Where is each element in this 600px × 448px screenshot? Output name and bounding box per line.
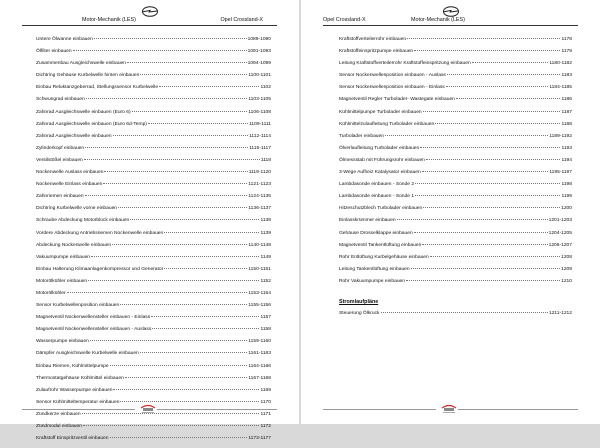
toc-entry-title: Thermostatgehäuse Kühlmittel einbauen (36, 375, 124, 381)
toc-leader-dots (151, 314, 259, 317)
toc-entry-page: 1189-1192 (549, 133, 572, 139)
toc-entry-page: 1124-1135 (248, 194, 271, 200)
toc-entry-title: Dichtring Kurbelwelle vorne einbauen (36, 206, 118, 212)
toc-entry-title: Einlasskrümmer einbauen (339, 218, 396, 224)
toc-entry-title: Kühlmittelzulaufleitung Turbolader einbauen (339, 121, 435, 127)
toc-entry-title: Ölfilter einbauen (36, 49, 72, 55)
toc-entry-title: Kraftstoffverteilerrohr einbauen (339, 37, 407, 42)
header-left-title: Motor-Mechanik (LES) (82, 17, 136, 23)
toc-leader-dots (85, 193, 248, 196)
toc-entry-title: Zahnrad Ausgleichswelle einbauen (Euro 6d-Temp) (36, 121, 147, 127)
toc-entry-title: Kraftstoff Einspritzventil einbauen (36, 436, 109, 442)
toc-entry-title: Gehäuse Drosselklappe einbauen (339, 230, 413, 236)
toc-entry-page: 1193 (561, 145, 572, 151)
opel-blitz-icon (141, 6, 159, 17)
toc-entry-page: 1183 (561, 73, 572, 79)
toc-entry-page: 1152 (260, 278, 271, 284)
toc-entry-page: 1161-1163 (248, 351, 271, 357)
toc-leader-dots (140, 72, 247, 75)
toc-entry-page: 1115-1117 (249, 145, 271, 151)
toc-entry-page: 1187 (561, 109, 572, 115)
toc-leader-dots (420, 145, 560, 148)
toc-entry-title: Ventilstößel einbauen (36, 157, 83, 163)
toc-leader-dots (90, 338, 247, 341)
toc-entry-page: 1089-1090 (247, 37, 271, 42)
toc-entry-page: 1136-1137 (248, 206, 271, 212)
toc-leader-dots (67, 290, 248, 293)
toc-entry-title: Zylinderkopf einbauen (36, 145, 85, 151)
header-right-title: Motor-Mechanik (LES) (411, 17, 465, 23)
toc-entry-page: 1106-1108 (248, 109, 271, 115)
toc-entry-title: Dämpfer Ausgleichswelle Kurbelwelle einbauen (36, 351, 139, 357)
toc-entry-page: 1198 (561, 182, 572, 188)
toc-entry-title: Steuerung Ölkruck (339, 311, 380, 317)
toc-entry-title: Magnetventil Nockenwellensteller einbauen - Einlass (36, 315, 151, 321)
toc-leader-dots (472, 60, 549, 63)
publisher-logo-icon (439, 402, 459, 416)
toc-leader-dots (415, 181, 560, 184)
toc-leader-dots (127, 60, 247, 63)
toc-entry-title: Magnetventil Regler Turbolader- Wastegate einbauen (339, 97, 455, 103)
left-page-footer (0, 399, 299, 418)
toc-leader-dots (447, 72, 561, 75)
toc-entry-title: Vordere Abdeckung Antriebsriemen Nockenwelle einbauen (36, 230, 164, 236)
right-page-header (323, 4, 578, 26)
toc-entry-title: Nockenwelle Einlass einbauen (36, 182, 103, 188)
toc-leader-dots (422, 242, 547, 245)
toc-entry-page: 1200 (561, 206, 572, 212)
right-page (301, 0, 600, 424)
toc-leader-dots (112, 242, 247, 245)
toc-leader-dots (415, 193, 560, 196)
toc-entry-title: Zündkerze einbauen (36, 411, 81, 417)
toc-leader-dots (435, 121, 560, 124)
toc-leader-dots (130, 217, 259, 220)
toc-entry-title: Lambdasonde einbauen - Sonde 1 (339, 194, 415, 200)
toc-leader-dots (164, 266, 247, 269)
toc-entry-title: Kühlmittelpumpe Turbolader einbauen (339, 109, 422, 115)
toc-leader-dots (456, 96, 561, 99)
toc-entry-page: 1119-1120 (248, 170, 271, 176)
toc-entry-page: 1201-1203 (548, 218, 572, 224)
toc-leader-dots (118, 205, 247, 208)
toc-leader-dots (397, 217, 548, 220)
toc-entry-title: Zusammenbau Ausgleichswelle einbauen (36, 61, 126, 67)
toc-entry-title: Motorölkühler (36, 290, 66, 296)
toc-entry-page: 1138 (260, 218, 271, 224)
toc-entry-title: Rohr Entlüftung Kurbelgehäuse einbauen (339, 254, 429, 260)
toc-entry-title: Kraftstoffeinspritzpumpe einbauen (339, 49, 414, 55)
left-page-header (22, 4, 277, 26)
toc-entry-page: 1159-1160 (248, 339, 271, 345)
toc-entry-page: 1173-1177 (248, 436, 271, 442)
toc-entry-title: Magnetventil Tankentlüftung einbauen (339, 242, 422, 248)
toc-entry-title: Zahnrad Ausgleichswelle einbauen (36, 133, 112, 139)
toc-entry-page: 1199 (561, 194, 572, 200)
toc-leader-dots (84, 157, 260, 160)
toc-leader-dots (86, 96, 248, 99)
toc-entry-title: Dichtring Gehäuse Kurbelwelle hinten einbauen (36, 73, 140, 79)
toc-entry-page: 1167-1168 (248, 375, 271, 381)
toc-entry-title: Untere Ölwanne einbauen (36, 37, 93, 42)
toc-leader-dots (113, 387, 259, 390)
toc-leader-dots (422, 169, 549, 172)
toc-entry[interactable] (36, 436, 271, 448)
toc-entry-page: 1139 (260, 230, 271, 236)
toc-entry-page: 1091-1093 (247, 49, 271, 55)
toc-entry-page: 1112-1114 (249, 133, 271, 139)
toc-entry-page: 1118 (260, 157, 271, 163)
toc-leader-dots (85, 145, 248, 148)
toc-entry-page: 1103-1105 (248, 97, 271, 103)
toc-entry-page: 1140-1148 (248, 242, 271, 248)
toc-entry-title: Zahnriemen einbauen (36, 194, 84, 200)
toc-entry-title: Leitung Kraftstoffverteilerrohr Kraftstoffeinspritzung einbauen (339, 61, 471, 67)
toc-entry-title: Nockenwelle Auslass einbauen (36, 170, 104, 176)
toc-entry-page: 1094-1099 (247, 61, 271, 67)
toc-leader-dots (423, 205, 560, 208)
toc-leader-dots (381, 310, 548, 313)
left-page (0, 0, 299, 442)
toc-entry-page: 1153-1154 (248, 290, 271, 296)
toc-entry-title: Abdeckung Nockenwelle einbauen (36, 242, 112, 248)
toc-entry-page: 1102 (260, 85, 271, 91)
toc-entry-page: 1155-1156 (248, 303, 271, 309)
toc-entry-title: Motorölkühler einbauen (36, 278, 88, 284)
toc-leader-dots (132, 109, 248, 112)
toc-leader-dots (103, 181, 247, 184)
toc-entry-title: Rohr Vakuumpumpe einbauen (339, 278, 405, 284)
toc-leader-dots (148, 121, 248, 124)
toc-leader-dots (110, 363, 248, 366)
toc-entry[interactable] (339, 279, 572, 291)
toc-entry-page: 1204-1205 (548, 230, 572, 236)
toc-entry-page: 1180-1182 (549, 61, 572, 67)
toc-leader-dots (94, 36, 247, 39)
toc-leader-dots (430, 254, 560, 257)
toc-entry-title: Zahnrad Ausgleichswelle einbauen (Euro 6) (36, 109, 131, 115)
toc-leader-dots (104, 169, 247, 172)
toc-entry-page: 1195-1197 (549, 170, 572, 176)
toc-entry-page: 1121-1123 (248, 182, 271, 188)
toc-leader-dots (159, 84, 259, 87)
toc-entry-page: 1150-1151 (248, 266, 271, 272)
section-heading: Stromlaufpläne (339, 298, 379, 305)
toc-leader-dots (140, 350, 248, 353)
header-left-title: Opel Crossland-X (323, 17, 366, 23)
toc-entry-title: Leitung Tankentlüftung einbauen (339, 266, 410, 272)
toc-entry-title: Zündmodul einbauen (36, 424, 82, 429)
toc-entry-page: 1170 (260, 399, 271, 405)
toc-entry-title: Schwungrad einbauen (36, 97, 85, 103)
toc-entry-page: 1169 (260, 387, 271, 393)
toc-entry-title: Einbau Riemen, Kühlmittelpumpe (36, 363, 109, 369)
toc-leader-dots (385, 133, 548, 136)
toc-entry[interactable] (339, 311, 572, 323)
toc-entry-page: 1172 (260, 424, 271, 429)
toc-entry-title: Turbolader einbauen (339, 133, 384, 139)
toc-leader-dots (113, 133, 248, 136)
toc-entry-page: 1211-1212 (548, 311, 572, 317)
toc-entry-title: Sensor Kurbelwellenposition einbauen (36, 303, 120, 309)
right-toc-list (339, 37, 572, 323)
toc-entry-title: Sensor Kühlmitteltemperatur einbauen (36, 399, 120, 405)
toc-entry-page: 1188 (561, 121, 572, 127)
toc-entry-page: 1109-1111 (249, 121, 271, 127)
toc-entry-page: 1164-1166 (248, 363, 271, 369)
header-right-title: Opel Crossland-X (220, 17, 263, 23)
toc-entry-title: Einbau Halterung Klimaanlagenkompressor und Generator (36, 266, 164, 272)
toc-leader-dots (73, 48, 247, 51)
toc-entry-title: Magnetventil Nockenwellensteller einbauen - Auslass (36, 327, 152, 333)
toc-entry-title: Sensor Nockenwellenposition einbauen - Auslass (339, 73, 446, 79)
toc-entry-page: 1208 (561, 254, 572, 260)
toc-leader-dots (88, 278, 259, 281)
toc-entry-page: 1178 (561, 37, 572, 42)
toc-leader-dots (406, 278, 560, 281)
toc-leader-dots (423, 109, 561, 112)
toc-entry-page: 1194 (561, 157, 572, 163)
toc-entry-page: 1206-1207 (548, 242, 572, 248)
toc-leader-dots (83, 423, 260, 426)
toc-entry-title: Vakuumpumpe einbauen (36, 254, 91, 260)
opel-blitz-icon (442, 6, 460, 17)
toc-leader-dots (414, 230, 548, 233)
toc-entry-page: 1149 (260, 254, 271, 260)
toc-entry-title: Einbau Reluktanzgeberrad, Stellungssensor Kurbelwelle (36, 85, 159, 91)
toc-leader-dots (426, 157, 561, 160)
toc-leader-dots (407, 36, 560, 39)
toc-entry-title: Ölverlaufleitung Turbolader einbauen (339, 145, 420, 151)
toc-entry-page: 1100-1101 (248, 73, 271, 79)
toc-entry-title: Zulaufrohr Wasserpumpe einbauen (36, 387, 113, 393)
toc-leader-dots (164, 230, 259, 233)
toc-entry-page: 1186 (561, 97, 572, 103)
toc-entry-title: Sensor Nockenwellenposition einbauen - Einlass (339, 85, 445, 91)
toc-leader-dots (411, 266, 560, 269)
toc-entry-page: 1210 (561, 278, 572, 284)
toc-leader-dots (91, 254, 259, 257)
toc-entry-title: Schraube Abdeckung Motorblock einbauen (36, 218, 130, 224)
toc-entry-page: 1179 (561, 49, 572, 55)
toc-leader-dots (120, 302, 247, 305)
toc-entry-title: Wasserpumpe einbauen (36, 339, 89, 345)
toc-entry-page: 1158 (260, 327, 271, 333)
toc-entry-page: 1184-1185 (549, 85, 572, 91)
toc-entry-page: 1157 (260, 315, 271, 321)
right-page-footer (301, 402, 600, 418)
toc-entry-page: 1171 (260, 411, 271, 417)
left-toc-list (36, 37, 271, 448)
toc-entry-title: Lambdasonde einbauen - Sonde 2 (339, 182, 415, 188)
toc-leader-dots (110, 435, 248, 438)
toc-entry-title: 3-Wege Aufheiz Katalysator einbauen (339, 170, 421, 176)
publisher-logo-icon (138, 402, 158, 416)
toc-entry-page: 1209 (561, 266, 572, 272)
toc-entry-title: Hitzeschutzblech Turbolader einbauen (339, 206, 423, 212)
toc-leader-dots (125, 375, 248, 378)
toc-leader-dots (446, 84, 549, 87)
toc-leader-dots (152, 326, 259, 329)
toc-leader-dots (414, 48, 560, 51)
toc-entry-title: Ölmessstab mit Führungsrohr einbauen (339, 157, 425, 163)
